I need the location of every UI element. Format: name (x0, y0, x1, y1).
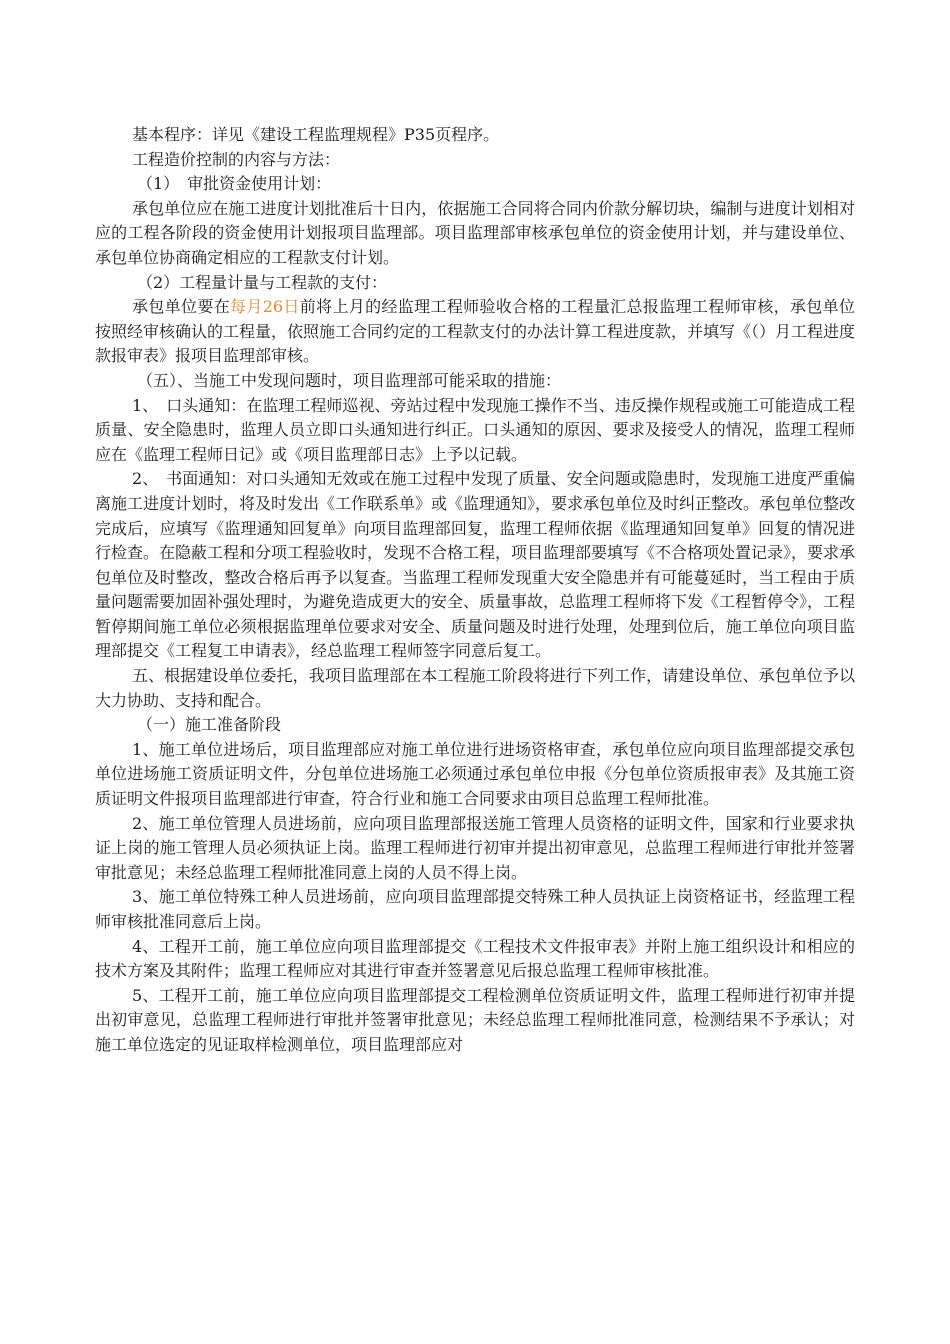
paragraph-item-2: 2、施工单位管理人员进场前，应向项目监理部报送施工管理人员资格的证明文件，国家和行业要求执证上岗的施工管理人员必须执证上岗。监理工程师进行初审并提出初审意见，总监理工程师进行审批并签署审批意见；未经总监理工程师批准同意上岗的人员不得上岗。 (95, 813, 855, 882)
paragraph-written-notice: 2、 书面通知：对口头通知无效或在施工过程中发现了质量、安全问题或隐患时，发现施工进度严重偏离施工进度计划时，将及时发出《工作联系单》或《监理通知》，要求承包单位及时纠正整改。承包单位整改完成后，应填写《监理通知回复单》向项目监理部回复，监理工程师依据《监理通知回复单》回复的情况进行检查。在隐蔽工程和分项工程验收时，发现不合格工程，项目监理部要填写《不合格项处置记录》，要求承包单位及时整改，整改合格后再予以复查。当监理工程师发现重大安全隐患并有可能蔓延时，当工程由于质量问题需要加固补强处理时，为避免造成更大的安全、质量事故，总监理工程师将下发《工程暂停令》，工程暂停期间施工单位必须根据监理单位要求对安全、质量问题及时进行处理，处理到位后，施工单位向项目监理部提交《工程复工申请表》，经总监理工程师签字同意后复工。 (95, 469, 856, 661)
paragraph-cost-control-heading: 工程造价控制的内容与方法： (132, 149, 341, 169)
paragraph-basic-procedure: 基本程序：详见《建设工程监理规程》P35页程序。 (132, 125, 500, 144)
payment-text-before: 承包单位要在 (132, 297, 231, 317)
paragraph-item-4: 4、工程开工前，施工单位应向项目监理部提交《工程技术文件报审表》并附上施工组织设计和相应的技术方案及其附件；监理工程师应对其进行审查并签署意见后报总监理工程师审核批准。 (95, 936, 855, 981)
paragraph-item-5: 5、工程开工前，施工单位应向项目监理部提交工程检测单位资质证明文件，监理工程师进行初审并提出初审意见，总监理工程师进行审批并签署审批意见；未经总监理工程师批准同意，检测结果不予承认；对施工单位选定的见证取样检测单位，项目监理部应对 (95, 985, 855, 1054)
paragraph-item-3: 3、施工单位特殊工种人员进场前，应向项目监理部提交特殊工种人员执证上岗资格证书，经监理工程师审核批准同意后上岗。 (95, 887, 855, 931)
paragraph-payment-heading: （2）工程量计量与工程款的支付： (137, 272, 388, 292)
paragraph-payment-body (95, 295, 855, 369)
paragraph-item-1: 1、施工单位进场后，项目监理部应对施工单位进行进场资格审查，承包单位应向项目监理部提交承包单位进场施工资质证明文件，分包单位进场施工必须通过承包单位申报《分包单位资质报审表》及其施工资质证明文件报项目监理部进行审查，符合行业和施工合同要求由项目总监理工程师批准。 (95, 739, 855, 809)
paragraph-section-five: 五、根据建设单位委托，我项目监理部在本工程施工阶段将进行下列工作，请建设单位、承包单位予以大力协助、支持和配合。 (95, 666, 855, 710)
payment-text-after: 前将上月的经监理工程师验收合格的工程量汇总报监理工程师审核，承包单位按照经审核确认的工程量，依照施工合同约定的工程款支付的办法计算工程进度款，并填写《（）月工程进度款报审表》报项目监理部审核。 (95, 297, 856, 366)
payment-date-highlight: 每月26日 (230, 297, 300, 317)
paragraph-fund-plan-body: 承包单位应在施工进度计划批准后十日内，依据施工合同将合同内价款分解切块，编制与进度计划相对应的工程各阶段的资金使用计划报项目监理部。项目监理部审核承包单位的资金使用计划，并与建设单位、承包单位协商确定相应的工程款支付计划。 (95, 198, 855, 267)
document-page (95, 123, 855, 1058)
paragraph-measures-heading: （五）、当施工中发现问题时，项目监理部可能采取的措施： (137, 370, 562, 390)
paragraph-oral-notice: 1、 口头通知：在监理工程师巡视、旁站过程中发现施工操作不当、违反操作规程或施工可能造成工程质量、安全隐患时，监理人员立即口头通知进行纠正。口头通知的原因、要求及接受人的情况，监理工程师应在《监理工程师日记》或《项目监理部日志》上予以记载。 (95, 395, 855, 464)
paragraph-prep-stage-heading: （一）施工准备阶段 (137, 715, 282, 735)
paragraph-fund-plan-heading: （1） 审批资金使用计划： (137, 174, 332, 194)
